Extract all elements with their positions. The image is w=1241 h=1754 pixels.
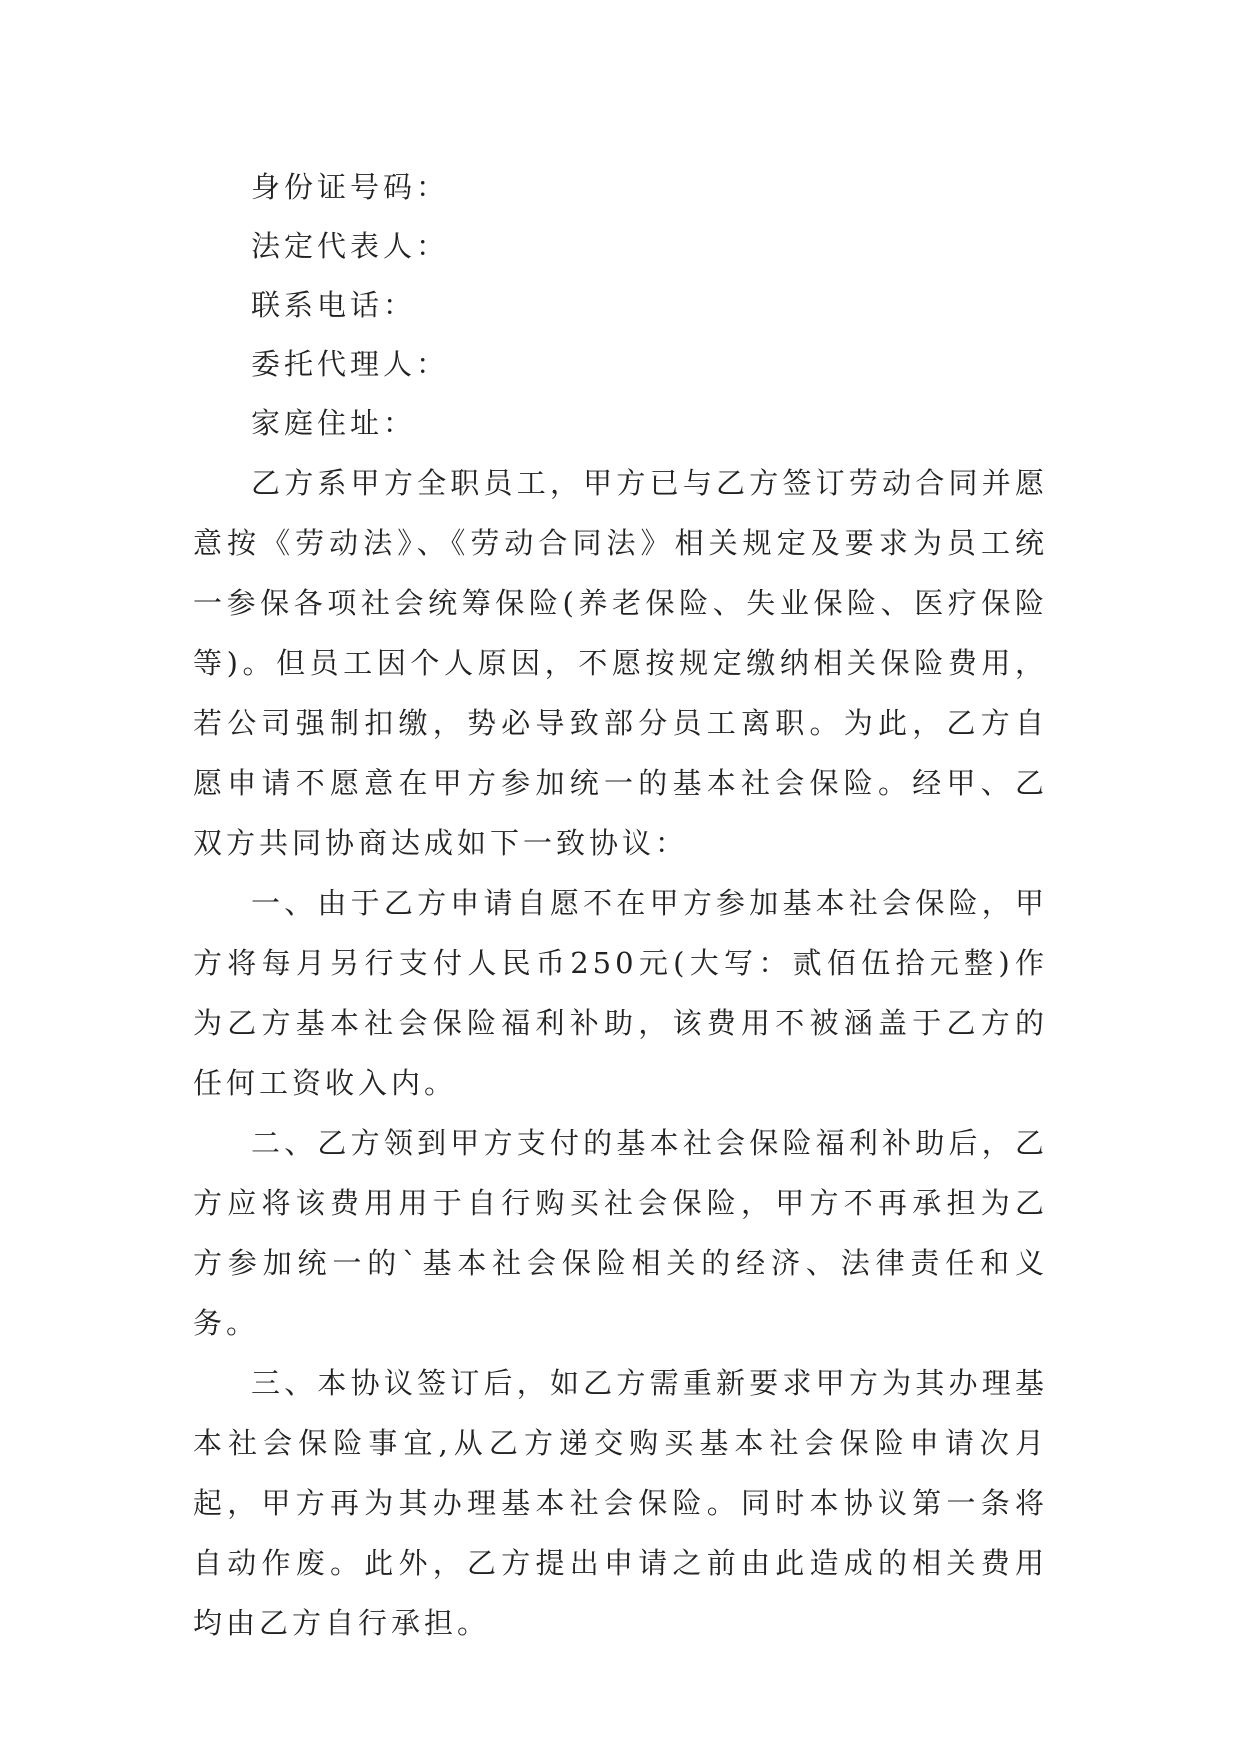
clause-2-paragraph: 二、乙方领到甲方支付的基本社会保险福利补助后，乙方应将该费用用于自行购买社会保险，甲方不再承担为乙方参加统一的`基本社会保险相关的经济、法律责任和义务。	[193, 1126, 1048, 1340]
intro-paragraph: 乙方系甲方全职员工，甲方已与乙方签订劳动合同并愿意按《劳动法》、《劳动合同法》相关规定及要求为员工统一参保各项社会统筹保险(养老保险、失业保险、医疗保险等)。但员工因个人原因，不愿按规定缴纳相关保险费用，若公司强制扣缴，势必导致部分员工离职。为此，乙方自愿申请不愿意在甲方参加统一的基本社会保险。经甲、乙双方共同协商达成如下一致协议：	[193, 466, 1048, 860]
clause-1-paragraph: 一、由于乙方申请自愿不在甲方参加基本社会保险，甲方将每月另行支付人民币250元(大写：贰佰伍拾元整)作为乙方基本社会保险福利补助，该费用不被涵盖于乙方的任何工资收入内。	[193, 886, 1048, 1100]
document-body	[193, 158, 1048, 1653]
clause-3-paragraph: 三、本协议签订后，如乙方需重新要求甲方为其办理基本社会保险事宜,从乙方递交购买基本社会保险申请次月起，甲方再为其办理基本社会保险。同时本协议第一条将自动作废。此外，乙方提出申请之前由此造成的相关费用均由乙方自行承担。	[193, 1366, 1048, 1640]
home-address-field-label: 家庭住址：	[251, 406, 417, 440]
phone-field-label: 联系电话：	[251, 288, 417, 322]
id-number-field-label: 身份证号码：	[251, 170, 450, 204]
legal-representative-field-label: 法定代表人：	[251, 229, 450, 263]
agent-field-label: 委托代理人：	[251, 347, 450, 381]
